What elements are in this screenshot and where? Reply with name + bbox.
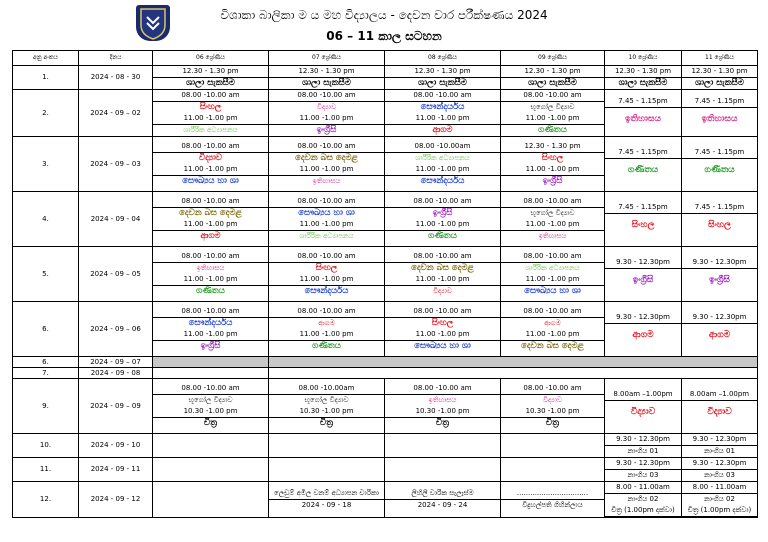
row-number: 1. <box>13 66 79 90</box>
exam-cell-g9 <box>501 434 605 458</box>
exam-cell-g8 <box>385 137 501 192</box>
exam-cell-g10 <box>605 482 682 518</box>
exam-subject: ශාලා සැකසීම <box>302 78 351 88</box>
exam-subject: ආගම <box>318 319 335 327</box>
exam-subject: 2024 - 09 - 18 <box>301 501 352 509</box>
exam-cell-g6 <box>153 90 269 137</box>
row-number: 5. <box>13 247 79 302</box>
holiday-cell <box>153 357 269 368</box>
exam-subject: චිත්‍ර <box>545 418 559 428</box>
exam-cell-g6 <box>153 66 269 90</box>
exam-cell-g6 <box>153 482 269 518</box>
exam-cell-g6 <box>153 434 269 458</box>
row-number: 7. <box>13 368 79 379</box>
exam-time: 08.00 -10.00 am <box>501 196 604 208</box>
exam-time: 11.00 -1.00 pm <box>501 164 604 176</box>
exam-subject: ඉතිහාසය <box>625 114 661 124</box>
exam-time: 12.30 - 1.30 pm <box>501 66 604 78</box>
row-date: 2024 - 09 - 04 <box>79 192 153 247</box>
table-row <box>13 458 758 482</box>
table-row <box>13 368 758 379</box>
exam-cell-g11 <box>682 458 758 482</box>
exam-cell-g7 <box>269 192 385 247</box>
exam-cell-g6 <box>153 247 269 302</box>
exam-cell-g9 <box>501 66 605 90</box>
exam-time: 11.00 -1.00 pm <box>501 113 604 125</box>
exam-time: 08.00 -10.00 am <box>385 90 500 102</box>
exam-subject: සිංහල <box>708 220 731 230</box>
exam-subject: සිංහල <box>315 263 338 273</box>
exam-cell-g10 <box>605 90 682 137</box>
exam-cell-g11 <box>682 434 758 458</box>
exam-cell-g10 <box>605 247 682 302</box>
exam-cell-g9 <box>501 137 605 192</box>
exam-cell-g9 <box>501 458 605 482</box>
exam-time: 7.45 - 1.15pm <box>605 96 681 108</box>
exam-subject: විද්‍යාව <box>543 396 562 404</box>
exam-time: 08.00 -10.00 am <box>501 383 604 395</box>
exam-cell-g7 <box>269 247 385 302</box>
exam-subject: විද්‍යාව <box>198 153 223 163</box>
exam-time: 08.00 -10.00 am <box>269 90 384 102</box>
exam-time: 7.45 - 1.15pm <box>682 147 757 159</box>
timetable-header <box>13 51 758 66</box>
exam-cell-g7 <box>269 379 385 434</box>
exam-cell-g9 <box>501 247 605 302</box>
exam-subject: ගණිතය <box>196 286 225 296</box>
exam-time: 9.30 - 12.30pm <box>682 458 757 470</box>
exam-subject: දෙවන බස දෙමළ <box>411 263 474 273</box>
exam-time: 12.30 - 1.30 pm <box>501 141 604 153</box>
exam-time: 8.00am –1.00pm <box>682 389 757 401</box>
exam-subject: ශාරීරික අධ්‍යාපනය <box>183 126 238 134</box>
exam-subject: ශාලා සැකසීම <box>618 78 668 88</box>
exam-time: 11.00 -1.00 pm <box>501 219 604 231</box>
exam-time: 11.00 -1.00 pm <box>501 329 604 341</box>
exam-cell-g6 <box>153 137 269 192</box>
exam-subject: සෞඛ්‍යය හා ශා <box>414 341 471 351</box>
exam-subject: භූගෝල විද්‍යාව <box>304 396 349 404</box>
exam-cell-g10 <box>605 379 682 434</box>
exam-time: 11.00 -1.00 pm <box>385 274 500 286</box>
exam-subject: විද්‍යාව <box>433 287 452 295</box>
exam-subject: ශාරීරික අධ්‍යාපනය <box>299 232 354 240</box>
exam-time: 11.00 -1.00 pm <box>153 274 268 286</box>
exam-cell-g6 <box>153 458 269 482</box>
exam-time: 10.30 -1.00 pm <box>385 406 500 418</box>
exam-subject: ආගම <box>708 330 731 340</box>
exam-subject: සෞඛ්‍යය හා ශා <box>182 176 239 186</box>
row-number: 6. <box>13 357 79 368</box>
exam-time: 9.30 - 12.30pm <box>682 312 757 324</box>
exam-time: 9.30 - 12.30pm <box>682 434 757 446</box>
exam-subject: නාංගිය 02 <box>704 495 735 503</box>
exam-cell-g7 <box>269 458 385 482</box>
exam-subject: ඉංග්‍රීසි <box>542 176 563 186</box>
exam-cell-g11 <box>682 192 758 247</box>
exam-subject: භූගෝල විද්‍යාව <box>188 396 233 404</box>
exam-time: 11.00 -1.00 pm <box>269 219 384 231</box>
holiday-cell <box>269 368 758 379</box>
row-date: 2024 - 09 – 09 <box>79 379 153 434</box>
exam-cell-g11 <box>682 302 758 357</box>
exam-time: 11.00 -1.00 pm <box>501 274 604 286</box>
exam-time: 7.45 - 1.15pm <box>605 147 681 159</box>
exam-subject: සිංහල <box>631 220 655 230</box>
exam-time: 08.00 -10.00 am <box>501 306 604 318</box>
exam-subject: නාංගිය 03 <box>627 471 659 479</box>
row-number: 9. <box>13 379 79 434</box>
exam-time: 9.30 - 12.30pm <box>605 434 681 446</box>
exam-cell-g7 <box>269 302 385 357</box>
table-row <box>13 247 758 302</box>
col-header: දිනය <box>79 51 153 66</box>
exam-cell-g8 <box>385 482 501 518</box>
exam-time: ලෙඩුම් අමිල වනම් අධ්‍යාපන චාරිකා <box>269 488 384 500</box>
table-row <box>13 66 758 90</box>
exam-time: 11.00 -1.00 pm <box>153 219 268 231</box>
exam-subject: ආගම <box>200 231 221 241</box>
exam-time: 9.30 - 12.30pm <box>682 257 757 269</box>
exam-cell-g7 <box>269 482 385 518</box>
row-number: 12. <box>13 482 79 518</box>
table-row <box>13 137 758 192</box>
exam-cell-g11 <box>682 137 758 192</box>
exam-subject: සෞන්දර්යය <box>420 102 465 112</box>
exam-subject: ශාලා සැකසීම <box>528 78 577 88</box>
exam-subject: නාංගිය 01 <box>704 447 735 455</box>
exam-cell-g8 <box>385 458 501 482</box>
exam-time: ලිහිලි වාරික සැලැස්ම <box>385 488 500 500</box>
exam-subject: නාංගිය 02 <box>627 495 659 503</box>
table-row <box>13 90 758 137</box>
exam-time: 9.30 - 12.30pm <box>605 312 681 324</box>
exam-time: 9.30 - 12.30pm <box>605 257 681 269</box>
exam-time: 7.45 - 1.15pm <box>682 202 757 214</box>
col-header: 11 ශ්‍රේණිය <box>682 51 758 66</box>
exam-subject: සෞඛ්‍යය හා ශා <box>298 208 355 218</box>
row-date: 2024 - 09 - 12 <box>79 482 153 518</box>
exam-time: 10.30 -1.00 pm <box>501 406 604 418</box>
row-date: 2024 - 09 – 05 <box>79 247 153 302</box>
exam-time: 11.00 -1.00 pm <box>269 329 384 341</box>
row-number: 3. <box>13 137 79 192</box>
exam-time: 08.00 -10.00 am <box>385 306 500 318</box>
exam-subject: නාංගිය 03 <box>704 471 735 479</box>
row-date: 2024 - 08 - 30 <box>79 66 153 90</box>
exam-time: 08.00 -10.00 am <box>153 90 268 102</box>
exam-cell-g9 <box>501 192 605 247</box>
exam-subject: ඉංග්‍රීසි <box>632 275 654 285</box>
exam-time: 08.00 -10.00am <box>385 141 500 153</box>
row-date: 2024 - 09 – 02 <box>79 90 153 137</box>
row-number: 11. <box>13 458 79 482</box>
exam-time: 12.30 - 1.30 pm <box>682 66 757 78</box>
exam-time: 7.45 - 1.15pm <box>682 96 757 108</box>
table-row <box>13 434 758 458</box>
exam-subject: ආගම <box>432 125 453 135</box>
exam-subject: ගණිතය <box>312 341 341 351</box>
exam-time: 11.00 -1.00 pm <box>153 329 268 341</box>
exam-time: 11.00 -1.00 pm <box>153 164 268 176</box>
exam-subject: ශාලා සැකසීම <box>186 78 235 88</box>
exam-time: 10.30 -1.00 pm <box>269 406 384 418</box>
exam-subject: ඉතිහාසය <box>538 232 567 240</box>
exam-subject: දෙවන බස දෙමළ <box>179 208 242 218</box>
exam-cell-g6 <box>153 302 269 357</box>
exam-time: 08.00 -10.00 am <box>269 141 384 153</box>
col-header: 10 ශ්‍රේණිය <box>605 51 682 66</box>
exam-cell-g9 <box>501 90 605 137</box>
exam-subject: ඉතිහාසය <box>196 264 225 272</box>
exam-time: 11.00 -1.00 pm <box>269 164 384 176</box>
col-header: 07 ශ්‍රේණිය <box>269 51 385 66</box>
row-date: 2024 - 09 – 07 <box>79 357 153 368</box>
exam-subject: චිත්‍ර <box>319 418 333 428</box>
table-row <box>13 357 758 368</box>
exam-time: 08.00 -10.00 am <box>269 196 384 208</box>
row-date: 2024 - 09 - 08 <box>79 368 153 379</box>
exam-subject: ඉංග්‍රීසි <box>709 275 730 285</box>
exam-subject: චිත්‍ර <box>435 418 449 428</box>
exam-subject: ශාලා සැකසීම <box>418 78 467 88</box>
page-subtitle: 06 – 11 කාල සටහන <box>326 29 442 43</box>
exam-time: 9.30 - 12.30pm <box>605 458 681 470</box>
exam-time: 8.00 - 11.00am <box>682 482 757 494</box>
exam-time: 08.00 -10.00 am <box>153 306 268 318</box>
exam-subject: ගණිතය <box>704 165 735 175</box>
exam-time: 08.00 -10.00 am <box>153 196 268 208</box>
exam-subject: 2024 - 09 - 24 <box>417 501 468 509</box>
exam-subject: ඉංග්‍රීසි <box>316 125 337 135</box>
exam-subject: ගණිතය <box>538 125 567 135</box>
exam-time: 11.00 -1.00 pm <box>269 113 384 125</box>
exam-time: චිත්‍ර (1.00pm දක්වා) <box>605 505 681 517</box>
exam-time: 08.00 -10.00am <box>269 383 384 395</box>
exam-subject: දෙවන බස දෙමළ <box>521 341 584 351</box>
table-row <box>13 379 758 434</box>
exam-subject: සිංහල <box>541 153 564 163</box>
row-date: 2024 - 09 - 11 <box>79 458 153 482</box>
exam-cell-g8 <box>385 434 501 458</box>
exam-cell-g10 <box>605 458 682 482</box>
row-number: 10. <box>13 434 79 458</box>
exam-subject: ශාරීරික අධ්‍යාපනය <box>415 154 470 162</box>
exam-subject: සිංහල <box>431 318 454 328</box>
exam-cell-g8 <box>385 379 501 434</box>
page-title: විශාකා බාලිකා ම ය මහ විද්‍යාලය - දෙවන වාර පරීක්ෂණය 2024 <box>220 8 548 22</box>
exam-cell-g10 <box>605 137 682 192</box>
exam-time: 12.30 - 1.30 pm <box>385 66 500 78</box>
exam-cell-g10 <box>605 302 682 357</box>
exam-cell-g9 <box>501 482 605 518</box>
exam-cell-g8 <box>385 90 501 137</box>
exam-time: 7.45 - 1.15pm <box>605 202 681 214</box>
exam-time: 08.00 -10.00 am <box>385 196 500 208</box>
row-date: 2024 - 09 - 10 <box>79 434 153 458</box>
exam-time: 8.00am –1.00pm <box>605 389 681 401</box>
exam-subject: සෞන්දර්යය <box>420 176 465 186</box>
exam-time: 08.00 -10.00 am <box>385 251 500 263</box>
exam-time: 11.00 -1.00 pm <box>153 113 268 125</box>
exam-subject: ආගම <box>544 319 561 327</box>
exam-subject: ඉංග්‍රීසි <box>432 208 453 218</box>
exam-cell-g11 <box>682 247 758 302</box>
timetable <box>12 50 757 538</box>
exam-cell-g7 <box>269 90 385 137</box>
exam-cell-g6 <box>153 379 269 434</box>
exam-subject: ශාලා සැකසීම <box>695 78 744 88</box>
exam-time: 12.30 - 1.30 pm <box>605 66 681 78</box>
exam-subject: ශාරීරික අධ්‍යාපනය <box>525 264 580 272</box>
exam-time: 12.30 - 1.30 pm <box>153 66 268 78</box>
exam-time: 12.30 - 1.30 pm <box>269 66 384 78</box>
exam-time: 10.30 -1.00 pm <box>153 406 268 418</box>
col-header: 09 ශ්‍රේණිය <box>501 51 605 66</box>
exam-cell-g11 <box>682 379 758 434</box>
table-row <box>13 192 758 247</box>
exam-subject: නාංගිය 01 <box>627 447 659 455</box>
exam-subject: විද්‍යාව <box>707 407 732 417</box>
row-number: 6. <box>13 302 79 357</box>
exam-cell-g8 <box>385 192 501 247</box>
table-row <box>13 302 758 357</box>
exam-time: 08.00 -10.00 am <box>153 383 268 395</box>
exam-cell-g9 <box>501 302 605 357</box>
exam-cell-g10 <box>605 434 682 458</box>
exam-cell-g11 <box>682 90 758 137</box>
exam-subject: විද්‍යාව <box>630 407 656 417</box>
exam-time: 11.00 -1.00 pm <box>385 329 500 341</box>
row-number: 4. <box>13 192 79 247</box>
exam-time: 08.00 -10.00 am <box>153 141 268 153</box>
exam-subject: ගණිතය <box>428 231 457 241</box>
exam-subject: ආගම <box>632 330 654 340</box>
exam-time: 08.00 -10.00 am <box>153 251 268 263</box>
exam-time: 11.00 -1.00 pm <box>385 164 500 176</box>
col-header: අනු අංකය <box>13 51 79 66</box>
col-header: 08 ශ්‍රේණිය <box>385 51 501 66</box>
exam-cell-g8 <box>385 247 501 302</box>
exam-time: 11.00 -1.00 pm <box>269 274 384 286</box>
exam-time: ................................ <box>501 488 604 500</box>
holiday-cell <box>153 368 269 379</box>
row-date: 2024 - 09 – 03 <box>79 137 153 192</box>
exam-time: 08.00 -10.00 am <box>269 251 384 263</box>
exam-cell-g9 <box>501 379 605 434</box>
exam-time: 08.00 -10.00 am <box>501 251 604 263</box>
table-row <box>13 482 758 518</box>
exam-time: චිත්‍ර (1.00pm දක්වා) <box>682 505 757 517</box>
exam-cell-g10 <box>605 192 682 247</box>
col-header: 06 ශ්‍රේණිය <box>153 51 269 66</box>
exam-cell-g7 <box>269 434 385 458</box>
exam-time: 11.00 -1.00 pm <box>385 219 500 231</box>
exam-cell-g10 <box>605 66 682 90</box>
exam-cell-g11 <box>682 66 758 90</box>
exam-time: 11.00 -1.00 pm <box>385 113 500 125</box>
exam-subject: භූගෝල විද්‍යාව <box>530 103 575 111</box>
row-date: 2024 - 09 – 06 <box>79 302 153 357</box>
exam-subject: දෙවන බස දෙමළ <box>295 153 358 163</box>
exam-subject: ඉතිහාසය <box>312 177 341 185</box>
exam-cell-g6 <box>153 192 269 247</box>
exam-subject: ඉංග්‍රීසි <box>200 341 221 351</box>
exam-time: 08.00 -10.00 am <box>501 90 604 102</box>
exam-cell-g8 <box>385 66 501 90</box>
exam-subject: ගණිතය <box>627 165 659 175</box>
exam-time: 08.00 -10.00 am <box>385 383 500 395</box>
exam-subject: සෞන්දර්යය <box>188 318 233 328</box>
holiday-cell <box>269 357 758 368</box>
exam-subject: ඉතිහාසය <box>701 114 738 124</box>
exam-time: 08.00 -10.00 am <box>269 306 384 318</box>
exam-subject: විදුහල්පති ගිහින්ලාය <box>522 501 583 509</box>
exam-subject: විද්‍යාව <box>317 103 336 111</box>
exam-subject: සිංහල <box>199 102 222 112</box>
exam-cell-g7 <box>269 66 385 90</box>
exam-subject: සෞඛ්‍යය හා ශා <box>524 286 581 296</box>
exam-cell-g8 <box>385 302 501 357</box>
exam-subject: භූගෝල විද්‍යාව <box>530 209 575 217</box>
exam-subject: චිත්‍ර <box>203 418 217 428</box>
exam-time: 8.00 - 11.00am <box>605 482 681 494</box>
exam-subject: ඉතිහාසය <box>428 396 457 404</box>
row-number: 2. <box>13 90 79 137</box>
exam-cell-g11 <box>682 482 758 518</box>
exam-cell-g7 <box>269 137 385 192</box>
exam-subject: සෞන්දර්යය <box>304 286 349 296</box>
